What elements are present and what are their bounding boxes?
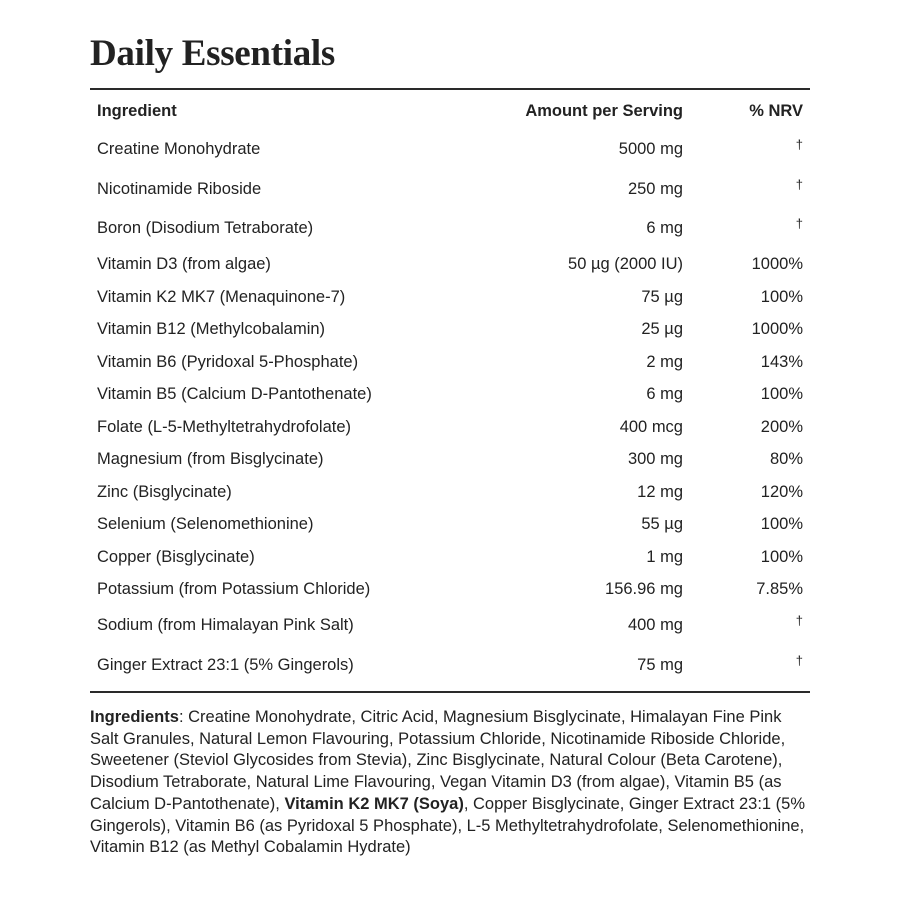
nrv-value: †	[795, 652, 803, 668]
ingredient-name: Selenium (Selenomethionine)	[97, 515, 314, 534]
ingredient-name: Folate (L-5-Methyltetrahydrofolate)	[97, 417, 352, 436]
amount-value: 6 mg	[646, 385, 683, 404]
nrv-value: 100%	[760, 515, 803, 534]
amount-value: 75 mg	[637, 655, 683, 674]
nrv-value: †	[795, 613, 803, 628]
nrv-value: 100%	[760, 287, 803, 306]
table-row	[90, 346, 810, 379]
nutrition-panel	[90, 30, 810, 875]
table-row	[90, 509, 810, 542]
nrv-value: 1000%	[751, 320, 803, 339]
table-row	[90, 541, 810, 574]
ingredient-name: Potassium (from Potassium Chloride)	[97, 580, 371, 599]
table-header-row	[90, 90, 810, 130]
amount-value: 25 µg	[641, 320, 683, 339]
nrv-value: 100%	[760, 385, 803, 404]
nrv-value: †	[795, 137, 803, 152]
nrv-value: 7.85%	[756, 580, 803, 599]
amount-value: 300 mg	[627, 450, 683, 469]
table-row	[90, 170, 810, 210]
table-row	[90, 379, 810, 412]
table-row	[90, 249, 810, 282]
ingredient-name: Vitamin K2 MK7 (Menaquinone-7)	[97, 287, 346, 306]
ingredient-name: Magnesium (from Bisglycinate)	[97, 450, 324, 469]
allergen-highlight: Vitamin K2 MK7 (Soya)	[284, 794, 464, 813]
nrv-value: 143%	[760, 352, 803, 371]
amount-value: 156.96 mg	[605, 580, 683, 599]
amount-value: 2 mg	[646, 352, 683, 371]
amount-value: 400 mg	[627, 616, 683, 635]
table-row	[90, 606, 810, 646]
ingredient-name: Boron (Disodium Tetraborate)	[97, 219, 314, 238]
table-row	[90, 476, 810, 509]
ingredient-name: Vitamin B12 (Methylcobalamin)	[97, 320, 326, 339]
amount-value: 400 mcg	[619, 417, 683, 436]
ingredient-name: Zinc (Bisglycinate)	[97, 482, 232, 501]
page-title: Daily Essentials	[90, 33, 335, 74]
header-amount: Amount per Serving	[525, 101, 683, 120]
ingredient-name: Vitamin B5 (Calcium D-Pantothenate)	[97, 385, 372, 404]
nrv-value: †	[795, 216, 803, 231]
table-row	[90, 646, 810, 686]
ingredient-name: Copper (Bisglycinate)	[97, 547, 255, 566]
ingredient-name: Sodium (from Himalayan Pink Salt)	[97, 616, 354, 635]
ingredients-text-part-2: , Copper Bisglycinate, Ginger Extract 23:1 (5% Gingerols), Vitamin B6 (as Pyridoxal 5 Phosphate), L-5 Methyltetrahydrofolate, Selenomethionine, Vitamin B12 (as Methyl Cobalamin Hydrate)	[90, 794, 806, 857]
bottom-divider	[90, 691, 810, 693]
nrv-value: 100%	[760, 547, 803, 566]
nrv-value: 80%	[769, 450, 803, 469]
amount-value: 50 µg (2000 IU)	[568, 255, 683, 274]
amount-value: 75 µg	[641, 287, 683, 306]
header-ingredient: Ingredient	[97, 101, 177, 120]
table-row	[90, 209, 810, 249]
ingredient-name: Creatine Monohydrate	[97, 140, 261, 159]
ingredient-name: Ginger Extract 23:1 (5% Gingerols)	[97, 655, 354, 674]
ingredients-text-part-1: : Creatine Monohydrate, Citric Acid, Magnesium Bisglycinate, Himalayan Fine Pink Salt Granules, Natural Lemon Flavouring, Potassium Chloride, Nicotinamide Riboside Chloride, Sweetener (Steviol Glycosides from Stevia), Zinc Bisglycinate, Natural Colour (Beta Carotene), Disodium Tetraborate, Natural Lime Flavouring, Vegan Vitamin D3 (from algae), Vitamin B5 (as Calcium D-Pantothenate),	[90, 708, 786, 813]
table-row	[90, 314, 810, 347]
amount-value: 55 µg	[641, 515, 683, 534]
ingredient-name: Vitamin D3 (from algae)	[97, 255, 271, 274]
table-row	[90, 444, 810, 477]
ingredient-name: Nicotinamide Riboside	[97, 179, 262, 198]
amount-value: 12 mg	[637, 482, 683, 501]
ingredients-label: Ingredients	[90, 708, 179, 726]
ingredients-list	[90, 707, 810, 859]
ingredient-name: Vitamin B6 (Pyridoxal 5-Phosphate)	[97, 352, 359, 371]
nrv-value: 200%	[760, 417, 803, 436]
table-row	[90, 574, 810, 607]
table-row	[90, 411, 810, 444]
amount-value: 1 mg	[646, 547, 683, 566]
nrv-value: 1000%	[751, 255, 803, 274]
table-row	[90, 130, 810, 170]
nrv-value: 120%	[760, 482, 803, 501]
header-nrv: % NRV	[749, 101, 803, 120]
amount-value: 6 mg	[646, 219, 683, 238]
amount-value: 250 mg	[627, 179, 683, 198]
nrv-value: †	[795, 176, 803, 192]
nutrition-table	[90, 90, 810, 685]
amount-value: 5000 mg	[618, 140, 683, 159]
table-row	[90, 281, 810, 314]
